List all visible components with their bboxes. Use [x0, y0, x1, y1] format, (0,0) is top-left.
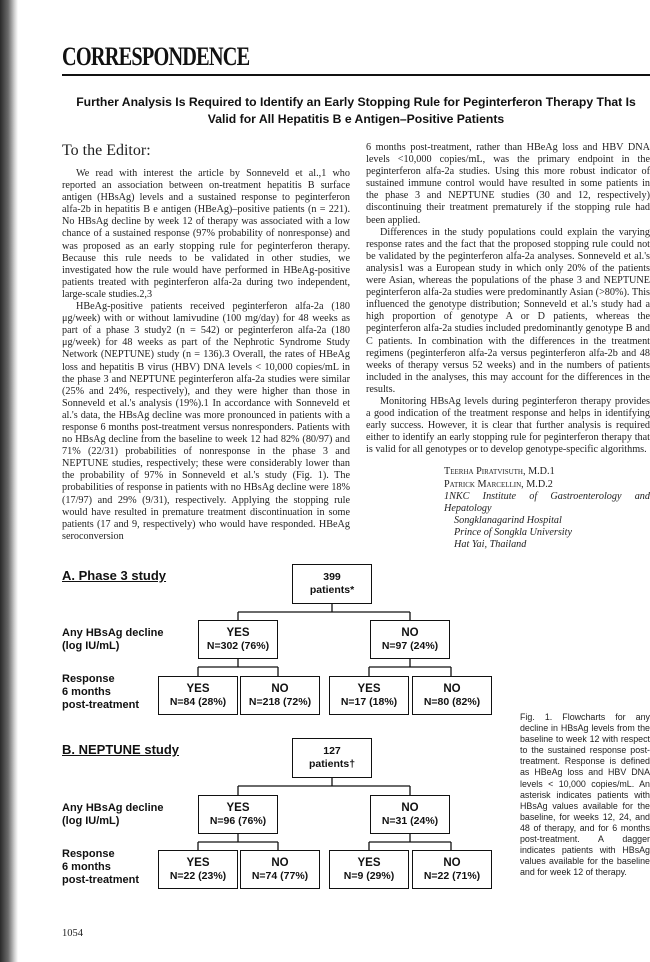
- affiliation-line: Hat Yai, Thailand: [454, 539, 527, 550]
- phase3-response-box: [412, 676, 492, 715]
- author-block: [366, 466, 650, 551]
- paragraph: 6 months post-treatment, rather than HBeAg loss and HBV DNA levels <10,000 copies/mL, was the primary endpoint in the peginterferon alfa-2a studies. Using this more robust indicator of sustained immune control would have resulted in some patients in the phase 3 and NEPTUNE studies (30 and 12, respectively) discontinuing their treatment prematurely if the stopping rule had been applied.: [366, 142, 650, 226]
- box-count: N=97 (24%): [381, 639, 439, 652]
- box-count: N=218 (72%): [248, 695, 312, 708]
- article-title: Further Analysis Is Required to Identify an Early Stopping Rule for Peginterferon Therapy That Is Valid for All Hepatitis B e Antigen–Positive Patients: [76, 95, 636, 126]
- flowchart-figure: [62, 560, 502, 900]
- box-label: NO: [443, 682, 461, 695]
- phase3-root-box: 399 patients*: [292, 564, 372, 604]
- box-label: YES: [186, 856, 210, 869]
- phase3-response-box: [158, 676, 238, 715]
- neptune-response-box: [412, 850, 492, 889]
- box-count: N=74 (77%): [251, 869, 309, 882]
- affiliation-line: Prince of Songkla University: [454, 526, 572, 538]
- row-label-response: Response 6 months post-treatment: [62, 673, 140, 711]
- box-label: YES: [357, 682, 381, 695]
- box-count: N=302 (76%): [206, 639, 270, 652]
- author-name: Patrick Marcellin, M.D.2: [444, 478, 553, 490]
- paragraph: Monitoring HBsAg levels during peginterferon therapy provides a good indication of the treatment response and helps in identifying early success. However, it is clear that further analysis is required either to identify an early stopping rule for peginterferon therapy that is valid for all genotypes or to develop genotype-specific algorithms.: [366, 395, 650, 456]
- row-label-response: Response 6 months post-treatment: [62, 848, 140, 886]
- box-label: NO: [271, 856, 289, 869]
- box-count: N=22 (23%): [169, 869, 227, 882]
- box-label: YES: [226, 626, 250, 639]
- neptune-title: B. NEPTUNE study: [62, 742, 180, 757]
- left-column: [62, 168, 350, 543]
- phase3-decline-yes-box: [198, 620, 278, 659]
- neptune-decline-no-box: [370, 795, 450, 834]
- box-label: YES: [226, 801, 250, 814]
- right-column: [366, 142, 650, 551]
- affiliation-line: Songklanagarind Hospital: [454, 514, 562, 526]
- box-label: YES: [186, 682, 210, 695]
- box-label: NO: [271, 682, 289, 695]
- row-label-decline: Any HBsAg decline (log IU/mL): [62, 627, 164, 652]
- section-rule: [62, 74, 650, 76]
- neptune-response-box: [329, 850, 409, 889]
- box-label: YES: [357, 856, 381, 869]
- neptune-decline-yes-box: [198, 795, 278, 834]
- section-heading: CORRESPONDENCE: [62, 42, 250, 71]
- figure-caption: Fig. 1. Flowcharts for any decline in HBsAg levels from the baseline to week 12 with respect to the sustained response post-treatment. Response is defined as HBeAg loss and HBV DNA levels < 10,000 copies/mL. An asterisk indicates patients with HBsAg values available for the baseline, for weeks 12, 24, and 48 of therapy, and for 6 months post-treatment. A dagger indicates patients with HBsAg values available for the baseline and for week 12 of therapy.: [520, 712, 650, 878]
- phase3-title: A. Phase 3 study: [62, 568, 167, 583]
- box-label: NO: [401, 801, 419, 814]
- paragraph: Differences in the study populations could explain the varying response rates and the fact that the proposed stopping rule could not be validated by the peginterferon alfa-2a analyses. Sonneveld et al.'s analysis1 was a European study in which only 20% of the patients were Asian, whereas the populations of the phase 3 and NEPTUNE peginterferon alfa-2a studies were predominantly Asian (>80%). This influenced the genotype distribution; Sonneveld et al.'s study had a high proportion of genotype A or D patients, whereas the peginterferon alfa-2a studies included predominantly genotype B and C patients. In combination with the differences in the treatment regimens (peginterferon alfa-2a versus peginterferon alfa-2b and 48 weeks of therapy versus 52 weeks) and in the numbers of patients included in the analyses, this may account for the differences in the results.: [366, 226, 650, 395]
- box-count: N=84 (28%): [169, 695, 227, 708]
- page-number: 1054: [62, 928, 83, 939]
- paragraph: We read with interest the article by Sonneveld et al.,1 who reported an association between on-treatment hepatitis B surface antigen (HBsAg) levels and a sustained response to peginterferon alfa-2b in hepatitis B e antigen (HBeAg)–positive patients (n = 221). No HBsAg decline by week 12 of therapy was associated with a low chance of a sustained response (97% probability of nonresponse) and was proposed as an early stopping rule for peginterferon therapy. Because this rule needs to be validated in other studies, we investigated how the rule would have performed in HBeAg-positive patients treated with peginterferon alfa-2a during two independent, large-scale studies.2,3: [62, 168, 350, 300]
- box-count: N=31 (24%): [381, 814, 439, 827]
- affiliation-line: 1NKC Institute of Gastroenterology and Hepatology: [444, 490, 650, 514]
- neptune-response-box: [158, 850, 238, 889]
- neptune-response-box: [240, 850, 320, 889]
- salutation: To the Editor:: [62, 142, 151, 159]
- box-count: N=9 (29%): [343, 869, 395, 882]
- row-label-decline: Any HBsAg decline (log IU/mL): [62, 802, 164, 827]
- box-count: N=96 (76%): [209, 814, 267, 827]
- box-label: NO: [443, 856, 461, 869]
- phase3-response-box: [329, 676, 409, 715]
- page-gutter-shadow: [0, 0, 18, 962]
- phase3-response-box: [240, 676, 320, 715]
- paragraph: HBeAg-positive patients received peginterferon alfa-2a (180 μg/week) with or without lamivudine (100 mg/day) for 48 weeks as part of a phase 3 study2 (n = 542) or peginterferon alfa-2a (180 μg/week) for 48 weeks as part of the Nephrotic Syndrome Study Network (NEPTUNE) study (n = 136).3 Overall, the rates of HBeAg loss and hepatitis B virus (HBV) DNA levels < 10,000 copies/mL in the phase 3 and NEPTUNE peginterferon alfa-2a studies were similar (25% and 24%, respectively), and they were higher than those in Sonneveld et al.'s analysis (19%).1 In accordance with Sonneveld et al.'s data, the HBsAg decline was more pronounced in patients with a response 6 months post-treatment versus nonresponders. Patients with no HBsAg decline from the baseline to week 12 had 82% (80/97) and 71% (22/31) probabilities of nonresponse in the phase 3 and NEPTUNE studies, respectively; these were considerably lower than the probability of 97% in Sonneveld et al.'s study (Fig. 1). The probabilities of response in patients with no HBsAg decline were 18% (17/97) and 29% (9/31), respectively. Applying the stopping rule would have resulted in premature treatment discontinuation in some patients (17 and 9, respectively) who would have responded. HBeAg seroconversion: [62, 301, 350, 542]
- author-name: Teerha Piratvisuth, M.D.1: [444, 466, 555, 478]
- box-count: N=22 (71%): [423, 869, 481, 882]
- box-count: N=80 (82%): [423, 695, 481, 708]
- box-count: N=17 (18%): [340, 695, 398, 708]
- box-label: NO: [401, 626, 419, 639]
- phase3-decline-no-box: [370, 620, 450, 659]
- neptune-root-box: 127 patients†: [292, 738, 372, 778]
